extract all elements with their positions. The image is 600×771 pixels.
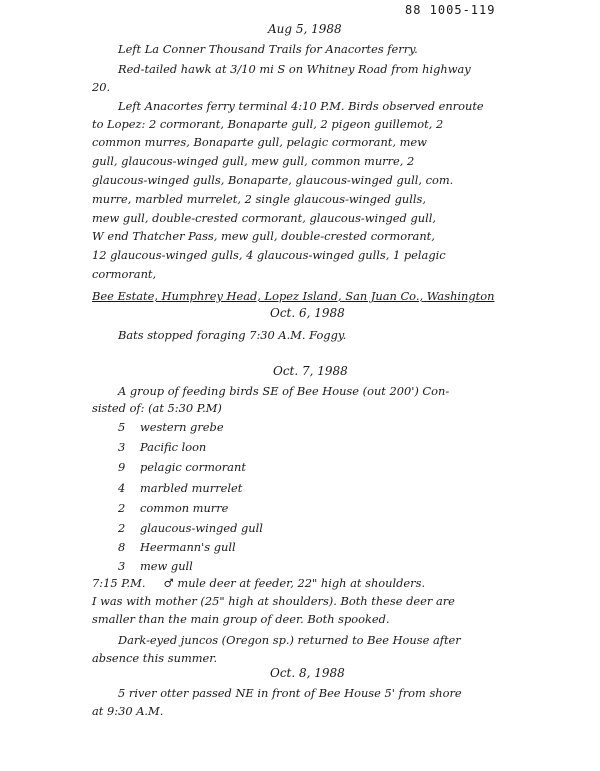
text-line: W end Thatcher Pass, mew gull, double-crested cormorant,: [92, 229, 435, 243]
bird-count-item: 5 western grebe: [118, 420, 224, 434]
text-line: murre, marbled murrelet, 2 single glaucous-winged gulls,: [92, 192, 426, 206]
document-id: 88 1005-119: [405, 3, 496, 17]
text-line: 12 glaucous-winged gulls, 4 glaucous-winged gulls, 1 pelagic: [92, 248, 446, 262]
bird-count-item: 8 Heermann's gull: [118, 540, 236, 554]
entry-date-oct7: Oct. 7, 1988: [273, 364, 348, 378]
text-line: A group of feeding birds SE of Bee House (out 200') Con-: [118, 384, 450, 398]
text-line: glaucous-winged gulls, Bonaparte, glaucous-winged gull, com.: [92, 173, 454, 187]
text-line: common murres, Bonaparte gull, pelagic cormorant, mew: [92, 135, 427, 149]
location-island: Lopez Island,: [264, 289, 342, 303]
text-line: mew gull, double-crested cormorant, glaucous-winged gull,: [92, 211, 436, 225]
entry-date-oct6: Oct. 6, 1988: [270, 306, 345, 320]
text-line: at 9:30 A.M.: [92, 704, 164, 718]
text-line: to Lopez: 2 cormorant, Bonaparte gull, 2 pigeon guillemot, 2: [92, 117, 444, 131]
text-line: 7:15 P.M. ♂ mule deer at feeder, 22" high at shoulders.: [92, 576, 426, 590]
location-county: San Juan Co.,: [345, 289, 424, 303]
text-line: sisted of: (at 5:30 P.M): [92, 401, 222, 415]
text-line: Dark-eyed juncos (Oregon sp.) returned to Bee House after: [118, 633, 461, 647]
bird-count-item: 9 pelagic cormorant: [118, 460, 246, 474]
location-estate: Bee Estate,: [92, 289, 158, 303]
text-line: Bats stopped foraging 7:30 A.M. Foggy.: [118, 328, 347, 342]
entry-date-aug5: Aug 5, 1988: [268, 22, 342, 36]
text-line: Left Anacortes ferry terminal 4:10 P.M. Birds observed enroute: [118, 99, 484, 113]
text-line: Red-tailed hawk at 3/10 mi S on Whitney Road from highway: [118, 62, 471, 76]
text-line: cormorant,: [92, 267, 157, 281]
text-line: gull, glaucous-winged gull, mew gull, common murre, 2: [92, 154, 415, 168]
location-state: Washington: [426, 289, 495, 303]
text-line: 20.: [92, 80, 111, 94]
entry-date-oct8: Oct. 8, 1988: [270, 666, 345, 680]
text-line: absence this summer.: [92, 651, 218, 665]
text-line: 5 river otter passed NE in front of Bee House 5' from shore: [118, 686, 462, 700]
bird-count-item: 4 marbled murrelet: [118, 481, 243, 495]
bird-count-item: 2 common murre: [118, 501, 229, 515]
location-heading: [92, 289, 494, 303]
location-head: Humphrey Head,: [161, 289, 261, 303]
text-line: smaller than the main group of deer. Both spooked.: [92, 612, 390, 626]
text-line: Left La Conner Thousand Trails for Anacortes ferry.: [118, 42, 418, 56]
bird-count-item: 2 glaucous-winged gull: [118, 521, 263, 535]
text-line: I was with mother (25" high at shoulders). Both these deer are: [92, 594, 455, 608]
bird-count-item: 3 mew gull: [118, 559, 193, 573]
bird-count-item: 3 Pacific loon: [118, 440, 207, 454]
